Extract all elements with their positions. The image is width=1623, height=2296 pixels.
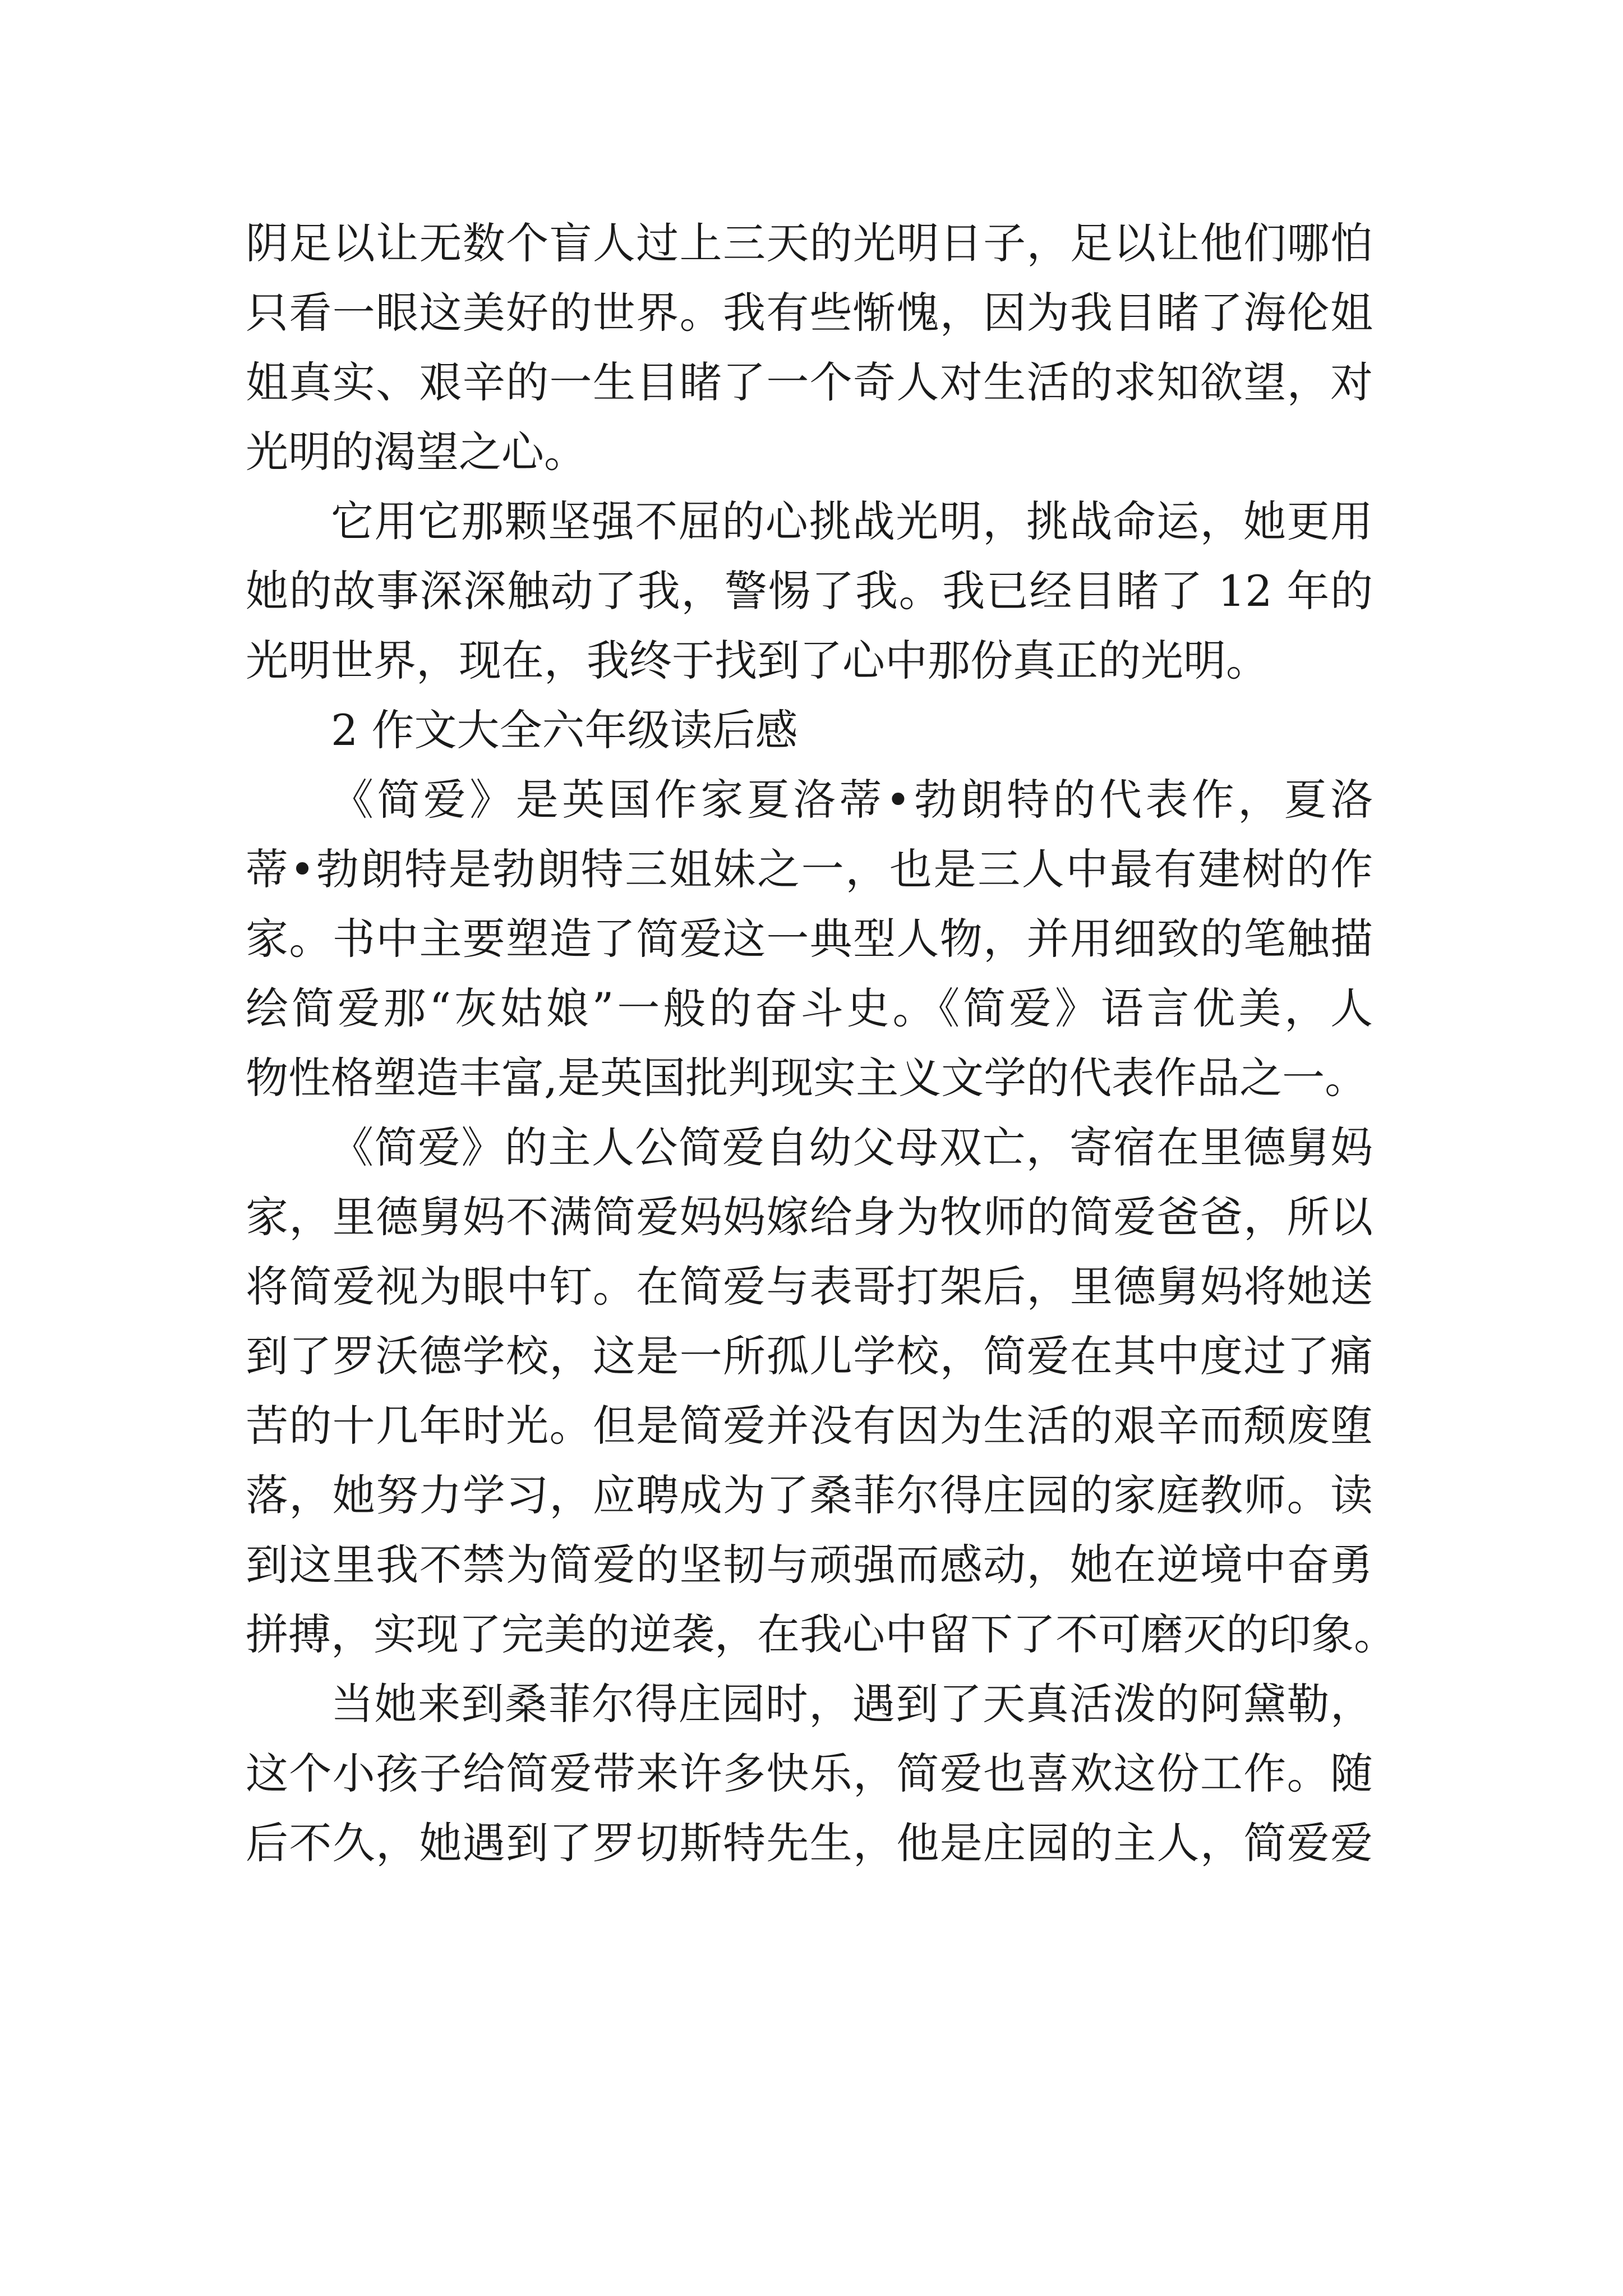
text-line: 物性格塑造丰富,是英国批判现实主义文学的代表作品之一。 (246, 1053, 1368, 1103)
text-line: 光明的渴望之心。 (246, 427, 587, 477)
text-line: 《简爱》是英国作家夏洛蒂•勃朗特的代表作，夏洛 (331, 775, 1373, 825)
text-line: 姐真实、艰辛的一生目睹了一个奇人对生活的求知欲望，对 (246, 357, 1373, 407)
text-line: 2 作文大全六年级读后感 (331, 705, 798, 755)
text-line: 家。书中主要塑造了简爱这一典型人物，并用细致的笔触描 (246, 914, 1373, 964)
text-line: 绘简爱那“灰姑娘”一般的奋斗史。《简爱》语言优美，人 (246, 983, 1373, 1033)
text-line: 光明世界，现在，我终于找到了心中那份真正的光明。 (246, 636, 1269, 685)
text-line: 到这里我不禁为简爱的坚韧与顽强而感动，她在逆境中奋勇 (246, 1540, 1373, 1590)
text-line: 当她来到桑菲尔得庄园时，遇到了天真活泼的阿黛勒， (331, 1679, 1373, 1729)
text-line: 它用它那颗坚强不屈的心挑战光明，挑战命运，她更用 (331, 496, 1373, 546)
text-line: 将简爱视为眼中钉。在简爱与表哥打架后，里德舅妈将她送 (246, 1262, 1373, 1312)
text-line: 拼搏，实现了完美的逆袭，在我心中留下了不可磨灭的印象。 (246, 1609, 1396, 1659)
text-line: 蒂•勃朗特是勃朗特三姐妹之一，也是三人中最有建树的作 (246, 844, 1373, 894)
text-line: 她的故事深深触动了我，警惕了我。我已经目睹了 12 年的 (246, 566, 1373, 616)
text-line: 这个小孩子给简爱带来许多快乐，简爱也喜欢这份工作。随 (246, 1749, 1373, 1798)
text-line: 到了罗沃德学校，这是一所孤儿学校，简爱在其中度过了痛 (246, 1331, 1373, 1381)
text-line: 苦的十几年时光。但是简爱并没有因为生活的艰辛而颓废堕 (246, 1401, 1373, 1451)
text-line: 《简爱》的主人公简爱自幼父母双亡，寄宿在里德舅妈 (331, 1122, 1373, 1172)
text-line: 后不久，她遇到了罗切斯特先生，他是庄园的主人，简爱爱 (246, 1818, 1373, 1868)
body-text (246, 209, 1396, 1878)
text-line: 只看一眼这美好的世界。我有些惭愧，因为我目睹了海伦姐 (246, 288, 1373, 338)
text-line: 家，里德舅妈不满简爱妈妈嫁给身为牧师的简爱爸爸，所以 (246, 1192, 1373, 1242)
text-line: 落，她努力学习，应聘成为了桑菲尔得庄园的家庭教师。读 (246, 1470, 1373, 1520)
text-line: 阴足以让无数个盲人过上三天的光明日子，足以让他们哪怕 (246, 218, 1373, 268)
